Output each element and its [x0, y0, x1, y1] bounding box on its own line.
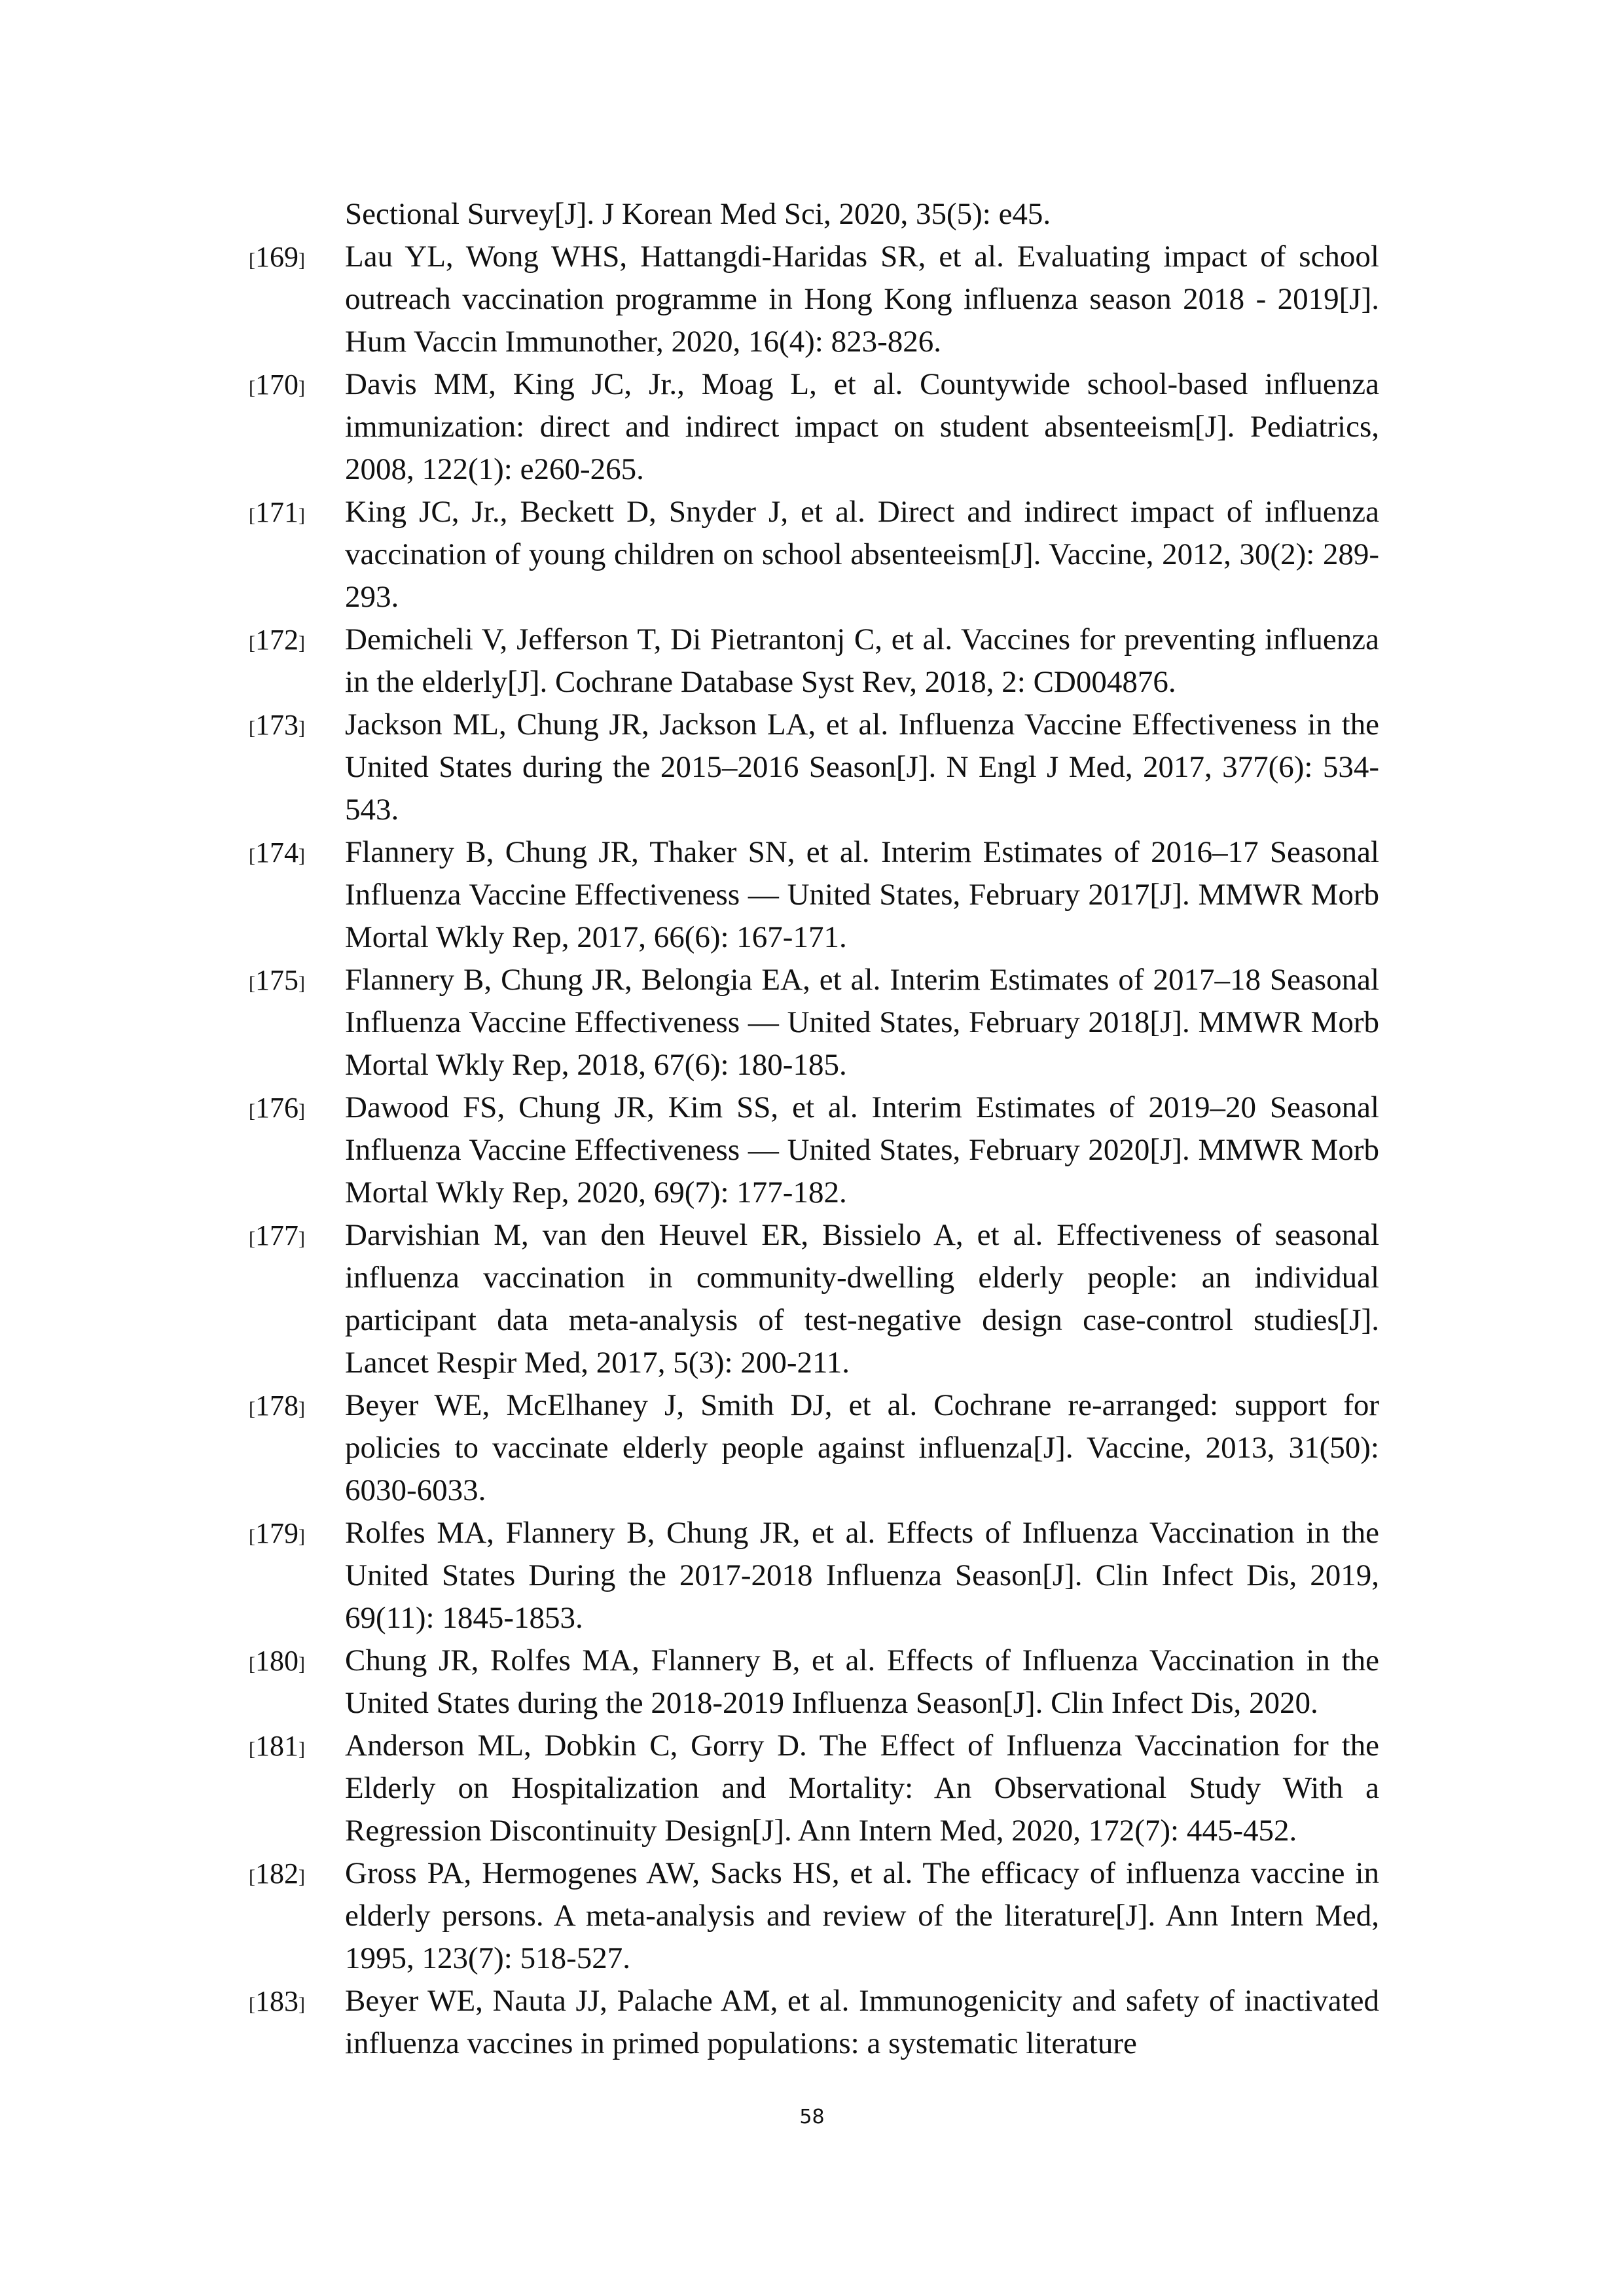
- reference-number: [249, 704, 340, 749]
- reference-bracket-close: ]: [298, 632, 305, 654]
- reference-number: [249, 1725, 340, 1770]
- reference-bracket-close: ]: [298, 505, 305, 526]
- reference-text: Lau YL, Wong WHS, Hattangdi-Haridas SR, et al. Evaluating impact of school outreach vaccination programme in Hong Kong influenza season 2018 - 2019[J]. Hum Vaccin Immunother, 2020, 16(4): 823-826.: [345, 240, 1379, 359]
- reference-number: [249, 1640, 340, 1685]
- reference-text: Chung JR, Rolfes MA, Flannery B, et al. Effects of Influenza Vaccination in the United States during the 2018-2019 Influenza Season[J]. Clin Infect Dis, 2020.: [345, 1643, 1379, 1720]
- reference-text: King JC, Jr., Beckett D, Snyder J, et al. Direct and indirect impact of influenza vaccination of young children on school absenteeism[J]. Vaccine, 2012, 30(2): 289-293.: [345, 495, 1379, 614]
- reference-number-value: 171: [255, 496, 298, 528]
- reference-bracket-open: [: [249, 1653, 255, 1675]
- reference-bracket-close: ]: [298, 845, 305, 867]
- reference-bracket-close: ]: [298, 1994, 305, 2015]
- reference-text: Darvishian M, van den Heuvel ER, Bissielo A, et al. Effectiveness of seasonal influenza vaccination in community-dwelling elderly people: an individual participant data meta-analysis of test-negative design case-control studies[J]. Lancet Respir Med, 2017, 5(3): 200-211.: [345, 1218, 1379, 1380]
- reference-text: Flannery B, Chung JR, Thaker SN, et al. Interim Estimates of 2016–17 Seasonal Influenza Vaccine Effectiveness — United States, February 2017[J]. MMWR Morb Mortal Wkly Rep, 2017, 66(6): 167-171.: [345, 835, 1379, 954]
- reference-number: [249, 1852, 340, 1898]
- reference-item: [0, 959, 1624, 1086]
- reference-number-value: 179: [255, 1517, 298, 1549]
- reference-number-value: 176: [255, 1092, 298, 1124]
- reference-text: Jackson ML, Chung JR, Jackson LA, et al. Influenza Vaccine Effectiveness in the United States during the 2015–2016 Season[J]. N Engl J Med, 2017, 377(6): 534-543.: [345, 708, 1379, 827]
- reference-bracket-close: ]: [298, 377, 305, 399]
- reference-number: [249, 831, 340, 877]
- reference-item: [0, 1384, 1624, 1512]
- page-number: 58: [799, 2106, 825, 2128]
- reference-text: Gross PA, Hermogenes AW, Sacks HS, et al. The efficacy of influenza vaccine in elderly persons. A meta-analysis and review of the literature[J]. Ann Intern Med, 1995, 123(7): 518-527.: [345, 1856, 1379, 1975]
- reference-number: [249, 236, 340, 281]
- reference-number: [249, 491, 340, 537]
- reference-item: [0, 1725, 1624, 1852]
- reference-bracket-open: [: [249, 505, 255, 526]
- reference-bracket-close: ]: [298, 1100, 305, 1122]
- reference-text: Davis MM, King JC, Jr., Moag L, et al. Countywide school-based influenza immunization: direct and indirect impact on student absenteeism[J]. Pediatrics, 2008, 122(1): e260-265.: [345, 367, 1379, 486]
- reference-bracket-open: [: [249, 973, 255, 994]
- reference-number: [249, 619, 340, 664]
- reference-number-value: 175: [255, 964, 298, 996]
- reference-continuation: [0, 193, 1624, 236]
- reference-number-value: 169: [255, 241, 298, 273]
- reference-item: [0, 1980, 1624, 2065]
- reference-bracket-open: [: [249, 1866, 255, 1888]
- reference-list: [0, 193, 1624, 2065]
- reference-number-value: 178: [255, 1390, 298, 1422]
- reference-bracket-open: [: [249, 1228, 255, 1249]
- reference-text: Demicheli V, Jefferson T, Di Pietrantonj C, et al. Vaccines for preventing influenza in the elderly[J]. Cochrane Database Syst Rev, 2018, 2: CD004876.: [345, 622, 1379, 699]
- reference-item: [0, 363, 1624, 491]
- reference-number-value: 183: [255, 1985, 298, 2017]
- reference-bracket-open: [: [249, 1994, 255, 2015]
- reference-text: Sectional Survey[J]. J Korean Med Sci, 2020, 35(5): e45.: [345, 197, 1051, 231]
- reference-bracket-open: [: [249, 377, 255, 399]
- reference-number-value: 177: [255, 1219, 298, 1251]
- reference-number-value: 181: [255, 1730, 298, 1762]
- reference-bracket-close: ]: [298, 1866, 305, 1888]
- reference-text: Beyer WE, Nauta JJ, Palache AM, et al. Immunogenicity and safety of inactivated influenza vaccines in primed populations: a systematic literature: [345, 1984, 1379, 2060]
- reference-bracket-close: ]: [298, 249, 305, 271]
- reference-number: [249, 1214, 340, 1260]
- reference-item: [0, 704, 1624, 831]
- reference-number-value: 170: [255, 368, 298, 401]
- reference-item: [0, 1512, 1624, 1640]
- reference-bracket-open: [: [249, 717, 255, 739]
- reference-item: [0, 1640, 1624, 1725]
- reference-item: [0, 491, 1624, 619]
- reference-number: [249, 1384, 340, 1430]
- reference-number-value: 172: [255, 624, 298, 656]
- reference-number-value: 182: [255, 1857, 298, 1890]
- reference-item: [0, 1086, 1624, 1214]
- reference-text: Rolfes MA, Flannery B, Chung JR, et al. Effects of Influenza Vaccination in the United States During the 2017-2018 Influenza Season[J]. Clin Infect Dis, 2019, 69(11): 1845-1853.: [345, 1516, 1379, 1635]
- reference-bracket-open: [: [249, 845, 255, 867]
- reference-number-value: 174: [255, 836, 298, 869]
- reference-item: [0, 1852, 1624, 1980]
- reference-bracket-open: [: [249, 1738, 255, 1760]
- reference-number-value: 180: [255, 1645, 298, 1677]
- reference-text: Beyer WE, McElhaney J, Smith DJ, et al. Cochrane re-arranged: support for policies to vaccinate elderly people against influenza[J]. Vaccine, 2013, 31(50): 6030-6033.: [345, 1388, 1379, 1507]
- reference-bracket-close: ]: [298, 1228, 305, 1249]
- reference-bracket-open: [: [249, 1398, 255, 1420]
- reference-text: Flannery B, Chung JR, Belongia EA, et al. Interim Estimates of 2017–18 Seasonal Influenza Vaccine Effectiveness — United States, February 2018[J]. MMWR Morb Mortal Wkly Rep, 2018, 67(6): 180-185.: [345, 963, 1379, 1082]
- reference-number: [249, 959, 340, 1005]
- reference-bracket-close: ]: [298, 1738, 305, 1760]
- reference-number: [249, 363, 340, 409]
- reference-bracket-close: ]: [298, 1526, 305, 1547]
- reference-bracket-open: [: [249, 632, 255, 654]
- reference-bracket-open: [: [249, 249, 255, 271]
- reference-text: Anderson ML, Dobkin C, Gorry D. The Effect of Influenza Vaccination for the Elderly on Hospitalization and Mortality: An Observational Study With a Regression Discontinuity Design[J]. Ann Intern Med, 2020, 172(7): 445-452.: [345, 1729, 1379, 1848]
- reference-item: [0, 619, 1624, 704]
- reference-number-value: 173: [255, 709, 298, 741]
- reference-item: [0, 236, 1624, 363]
- reference-bracket-close: ]: [298, 973, 305, 994]
- reference-number: [249, 1980, 340, 2026]
- reference-bracket-close: ]: [298, 1398, 305, 1420]
- reference-item: [0, 1214, 1624, 1384]
- reference-bracket-close: ]: [298, 1653, 305, 1675]
- reference-bracket-open: [: [249, 1526, 255, 1547]
- reference-number: [249, 1512, 340, 1558]
- reference-number: [249, 1086, 340, 1132]
- reference-bracket-close: ]: [298, 717, 305, 739]
- reference-text: Dawood FS, Chung JR, Kim SS, et al. Interim Estimates of 2019–20 Seasonal Influenza Vaccine Effectiveness — United States, February 2020[J]. MMWR Morb Mortal Wkly Rep, 2020, 69(7): 177-182.: [345, 1090, 1379, 1210]
- reference-item: [0, 831, 1624, 959]
- reference-bracket-open: [: [249, 1100, 255, 1122]
